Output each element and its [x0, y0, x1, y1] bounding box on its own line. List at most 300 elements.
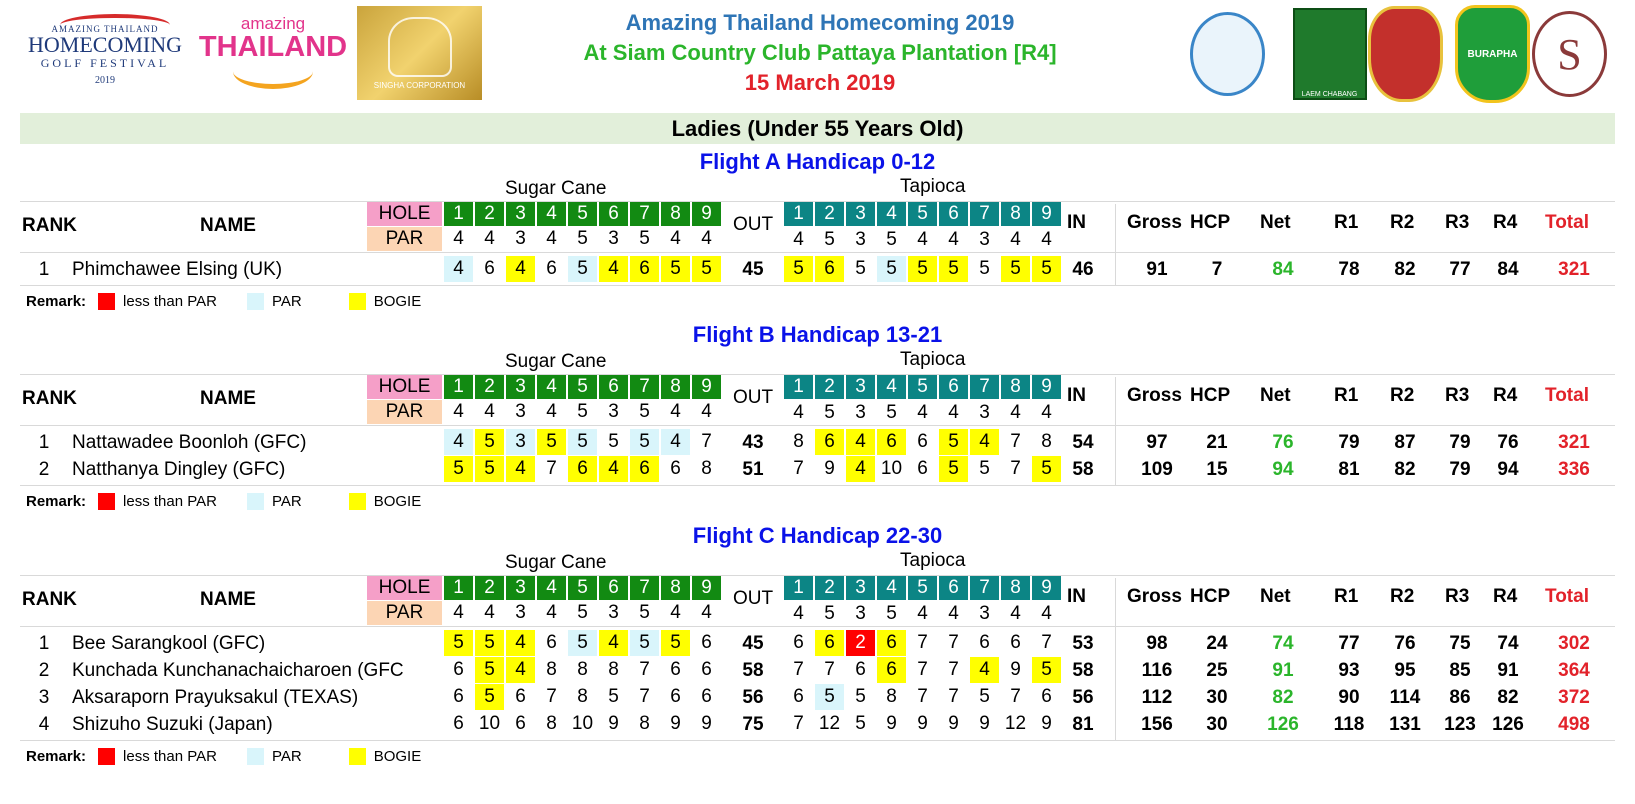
par-value-out: 4 [546, 228, 557, 249]
course-name-out: Sugar Cane [505, 351, 607, 372]
par-value-in: 4 [1010, 402, 1021, 423]
round3-score: 79 [1449, 459, 1471, 480]
par-value-out: 3 [515, 228, 526, 249]
hole-number-in: 4 [877, 202, 906, 226]
hole-score-out: 5 [475, 429, 504, 455]
hole-score-in: 7 [824, 659, 835, 680]
siam-country-club-logo: S [1532, 8, 1607, 100]
hole-number-out: 8 [661, 202, 690, 226]
hole-score-in: 9 [948, 713, 959, 734]
player-name: Aksaraporn Prayuksakul (TEXAS) [72, 687, 359, 708]
hole-score-in: 5 [908, 256, 937, 282]
hole-score-out: 5 [475, 684, 504, 710]
hole-number-in: 4 [877, 375, 906, 399]
r4-header: R4 [1493, 385, 1518, 406]
handicap: 30 [1206, 714, 1228, 735]
par-value-out: 4 [546, 602, 557, 623]
r4-header: R4 [1493, 586, 1518, 607]
hole-score-out: 4 [661, 429, 690, 455]
par-value-out: 5 [639, 401, 650, 422]
round4-score: 94 [1497, 459, 1519, 480]
round1-score: 93 [1338, 660, 1360, 681]
par-value-in: 4 [948, 603, 959, 624]
player-rank: 3 [38, 687, 50, 708]
player-name: Natthanya Dingley (GFC) [72, 459, 286, 480]
hole-number-out: 5 [568, 576, 597, 600]
handicap: 15 [1206, 459, 1228, 480]
flight-title: Flight C Handicap 22-30 [692, 523, 943, 548]
par-value-in: 4 [917, 402, 928, 423]
handicap: 30 [1206, 687, 1228, 708]
par-value-in: 4 [917, 229, 928, 250]
hole-number-out: 3 [506, 576, 535, 600]
legend-under-par-text: less than PAR [123, 748, 217, 765]
hole-score-in: 12 [1004, 713, 1027, 734]
hole-number-out: 5 [568, 375, 597, 399]
rank-header: RANK [22, 589, 77, 610]
round2-score: 82 [1394, 459, 1416, 480]
hole-score-in: 7 [1010, 431, 1021, 452]
par-value-in: 3 [855, 402, 866, 423]
divider [20, 740, 1615, 741]
hcp-header: HCP [1190, 385, 1231, 406]
name-header: NAME [200, 215, 256, 236]
gross-header: Gross [1127, 212, 1182, 233]
hole-score-out: 4 [444, 429, 473, 455]
hole-score-out: 6 [453, 659, 464, 680]
total-header: Total [1545, 586, 1589, 607]
round1-score: 77 [1338, 633, 1360, 654]
hole-number-out: 8 [661, 375, 690, 399]
legend-swatch-par [247, 493, 264, 510]
hole-score-in: 7 [1041, 632, 1052, 653]
round3-score: 79 [1449, 432, 1471, 453]
hole-score-in: 7 [793, 713, 804, 734]
hole-score-in: 4 [970, 429, 999, 455]
par-value-in: 3 [979, 402, 990, 423]
r2-header: R2 [1390, 586, 1415, 607]
hole-score-out: 5 [568, 256, 597, 282]
course-name-out: Sugar Cane [505, 178, 607, 199]
par-value-in: 4 [948, 402, 959, 423]
round1-score: 118 [1333, 714, 1365, 735]
player-name: Phimchawee Elsing (UK) [72, 259, 283, 280]
gross-score: 91 [1146, 259, 1168, 280]
total-score: 336 [1558, 459, 1590, 480]
hole-score-in: 5 [1032, 256, 1061, 282]
hole-number-in: 2 [815, 202, 844, 226]
hole-number-out: 5 [568, 202, 597, 226]
hole-number-out: 3 [506, 202, 535, 226]
course-name-in: Tapioca [900, 550, 966, 571]
round2-score: 131 [1389, 714, 1421, 735]
hole-number-out: 1 [444, 202, 473, 226]
hole-number-out: 7 [630, 202, 659, 226]
par-value-in: 4 [1010, 229, 1021, 250]
hole-score-out: 6 [630, 256, 659, 282]
hole-number-out: 9 [692, 576, 721, 600]
par-value-in: 4 [793, 229, 804, 250]
legend-swatch-par [247, 293, 264, 310]
in-header: IN [1067, 586, 1086, 607]
hole-score-out: 7 [639, 659, 650, 680]
r1-header: R1 [1334, 385, 1359, 406]
title-date: 15 March 2019 [744, 70, 896, 95]
r2-header: R2 [1390, 385, 1415, 406]
par-value-in: 4 [793, 402, 804, 423]
hole-score-out: 8 [546, 659, 557, 680]
par-value-out: 4 [546, 401, 557, 422]
r2-header: R2 [1390, 212, 1415, 233]
par-value-in: 4 [1010, 603, 1021, 624]
hole-score-in: 9 [1041, 713, 1052, 734]
round1-score: 90 [1338, 687, 1360, 708]
hole-score-out: 5 [568, 630, 597, 656]
hole-number-in: 5 [908, 202, 937, 226]
hole-score-in: 5 [939, 256, 968, 282]
par-value-in: 5 [886, 229, 897, 250]
hole-score-in: 7 [948, 686, 959, 707]
hole-score-in: 6 [877, 630, 906, 656]
hole-score-out: 4 [506, 630, 535, 656]
gross-score: 109 [1141, 459, 1173, 480]
hole-number-in: 6 [939, 576, 968, 600]
par-value-out: 4 [701, 401, 712, 422]
legend-swatch-bogie [349, 493, 366, 510]
round3-score: 85 [1449, 660, 1471, 681]
hole-score-in: 9 [886, 713, 897, 734]
par-value-out: 5 [639, 602, 650, 623]
legend-par-text: PAR [271, 493, 302, 510]
legend-under-par-text: less than PAR [123, 293, 217, 310]
hole-score-in: 9 [824, 458, 835, 479]
handicap: 25 [1206, 660, 1228, 681]
hole-number-out: 2 [475, 375, 504, 399]
homecoming-golf-logo: AMAZING THAILAND HOMECOMING GOLF FESTIVAL 2019 [20, 10, 190, 100]
round3-score: 77 [1449, 259, 1471, 280]
hole-number-in: 7 [970, 576, 999, 600]
net-score: 94 [1272, 459, 1294, 480]
par-value-in: 4 [1041, 603, 1052, 624]
hole-score-out: 8 [639, 713, 650, 734]
hole-score-out: 4 [444, 256, 473, 282]
st-andrews-logo [1368, 8, 1443, 100]
legend-under-par-text: less than PAR [123, 493, 217, 510]
remark-label: Remark: [26, 493, 87, 510]
hole-score-in: 7 [1010, 458, 1021, 479]
player-name: Nattawadee Boonloh (GFC) [72, 432, 307, 453]
hole-number-in: 6 [939, 375, 968, 399]
out-total: 43 [742, 432, 764, 453]
course-name-out: Sugar Cane [505, 552, 607, 573]
hole-number-in: 2 [815, 576, 844, 600]
gross-score: 116 [1141, 660, 1173, 681]
handicap: 24 [1206, 633, 1228, 654]
hole-score-out: 7 [639, 686, 650, 707]
out-header: OUT [733, 387, 774, 408]
par-label: PAR [367, 400, 442, 424]
legend-swatch-bogie [349, 293, 366, 310]
player-name: Shizuho Suzuki (Japan) [72, 714, 273, 735]
hcp-header: HCP [1190, 212, 1231, 233]
par-value-out: 4 [670, 602, 681, 623]
handicap: 7 [1211, 259, 1223, 280]
round3-score: 75 [1449, 633, 1471, 654]
hole-score-in: 7 [917, 686, 928, 707]
rank-header: RANK [22, 215, 77, 236]
hole-score-out: 5 [630, 630, 659, 656]
net-score: 76 [1272, 432, 1294, 453]
hole-number-in: 2 [815, 375, 844, 399]
player-rank: 4 [38, 714, 50, 735]
hole-score-in: 6 [815, 256, 844, 282]
hole-score-in: 5 [1032, 456, 1061, 482]
out-total: 51 [742, 459, 764, 480]
hole-score-in: 5 [855, 258, 866, 279]
round4-score: 76 [1497, 432, 1519, 453]
net-score: 74 [1272, 633, 1294, 654]
hole-number-out: 1 [444, 375, 473, 399]
hole-number-in: 1 [784, 202, 813, 226]
hole-number-out: 3 [506, 375, 535, 399]
round3-score: 86 [1449, 687, 1471, 708]
par-value-in: 4 [948, 229, 959, 250]
total-score: 498 [1558, 714, 1590, 735]
remark-legend [26, 748, 451, 765]
flight-section [0, 522, 1635, 770]
par-value-in: 5 [886, 402, 897, 423]
in-total: 56 [1072, 687, 1094, 708]
par-value-out: 4 [453, 228, 464, 249]
round3-score: 123 [1444, 714, 1476, 735]
hole-score-in: 5 [815, 684, 844, 710]
hole-number-in: 3 [846, 576, 875, 600]
r3-header: R3 [1445, 385, 1470, 406]
total-header: Total [1545, 385, 1589, 406]
player-rank: 1 [38, 633, 50, 654]
round1-score: 81 [1338, 459, 1360, 480]
hole-score-in: 6 [917, 458, 928, 479]
hole-score-in: 9 [1010, 659, 1021, 680]
hole-score-out: 8 [577, 686, 588, 707]
in-total: 46 [1072, 259, 1094, 280]
hole-score-out: 6 [515, 713, 526, 734]
net-score: 126 [1267, 714, 1299, 735]
hole-score-out: 6 [670, 458, 681, 479]
flight-section [0, 148, 1635, 315]
total-score: 321 [1558, 259, 1590, 280]
column-separator [1115, 578, 1116, 740]
hole-number-in: 3 [846, 375, 875, 399]
par-value-out: 5 [577, 401, 588, 422]
hole-score-out: 6 [484, 258, 495, 279]
hole-score-out: 6 [701, 659, 712, 680]
in-header: IN [1067, 385, 1086, 406]
hole-score-out: 9 [701, 713, 712, 734]
hole-score-out: 6 [670, 659, 681, 680]
hole-score-in: 5 [855, 713, 866, 734]
hole-score-in: 8 [1041, 431, 1052, 452]
hole-score-in: 10 [880, 458, 903, 479]
hole-number-in: 5 [908, 576, 937, 600]
legend-swatch-under-par [98, 293, 115, 310]
hole-number-in: 9 [1032, 576, 1061, 600]
legend-par-text: PAR [271, 293, 302, 310]
hole-score-out: 10 [571, 713, 594, 734]
hole-score-out: 3 [506, 429, 535, 455]
hole-score-out: 5 [568, 429, 597, 455]
par-value-out: 3 [515, 401, 526, 422]
remark-legend [26, 493, 451, 510]
hole-score-in: 5 [1032, 657, 1061, 683]
round4-score: 84 [1497, 259, 1519, 280]
total-score: 372 [1558, 687, 1590, 708]
hole-score-in: 6 [1010, 632, 1021, 653]
rank-header: RANK [22, 388, 77, 409]
hcp-header: HCP [1190, 586, 1231, 607]
hole-score-in: 4 [846, 456, 875, 482]
legend-bogie-text: BOGIE [373, 493, 422, 510]
par-label: PAR [367, 227, 442, 251]
divider [20, 252, 1615, 253]
gross-score: 97 [1146, 432, 1168, 453]
hole-score-in: 6 [793, 632, 804, 653]
hole-score-in: 12 [818, 713, 841, 734]
net-header: Net [1260, 385, 1291, 406]
hole-number-in: 6 [939, 202, 968, 226]
hole-number-out: 6 [599, 202, 628, 226]
hole-score-in: 5 [877, 256, 906, 282]
round2-score: 95 [1394, 660, 1416, 681]
player-name: Bee Sarangkool (GFC) [72, 633, 266, 654]
hole-score-out: 5 [444, 456, 473, 482]
legend-par-text: PAR [271, 748, 302, 765]
hole-number-in: 1 [784, 375, 813, 399]
hole-score-in: 6 [815, 429, 844, 455]
total-score: 364 [1558, 660, 1590, 681]
name-header: NAME [200, 388, 256, 409]
hole-label: HOLE [367, 202, 442, 226]
round1-score: 79 [1338, 432, 1360, 453]
legend-swatch-under-par [98, 748, 115, 765]
hole-score-out: 6 [701, 632, 712, 653]
hole-score-out: 6 [670, 686, 681, 707]
hole-score-out: 9 [670, 713, 681, 734]
hole-score-in: 6 [855, 659, 866, 680]
hole-number-out: 8 [661, 576, 690, 600]
hole-score-in: 5 [784, 256, 813, 282]
gross-score: 98 [1146, 633, 1168, 654]
round1-score: 78 [1338, 259, 1360, 280]
hole-score-out: 5 [475, 630, 504, 656]
hole-number-out: 4 [537, 375, 566, 399]
hole-score-in: 7 [948, 659, 959, 680]
hole-score-in: 5 [979, 458, 990, 479]
hole-score-in: 6 [877, 657, 906, 683]
divider [20, 425, 1615, 426]
player-name: Kunchada Kunchanachaicharoen (GFC [72, 660, 404, 681]
page-header [0, 0, 1635, 110]
par-value-in: 3 [979, 229, 990, 250]
burapha-logo: BURAPHA [1455, 8, 1530, 100]
par-value-in: 4 [1041, 402, 1052, 423]
hole-score-out: 5 [608, 686, 619, 707]
hole-score-out: 5 [661, 630, 690, 656]
in-total: 58 [1072, 459, 1094, 480]
r3-header: R3 [1445, 586, 1470, 607]
net-score: 91 [1272, 660, 1294, 681]
par-value-out: 4 [484, 228, 495, 249]
hole-score-out: 5 [444, 630, 473, 656]
hole-score-out: 8 [577, 659, 588, 680]
flight-section [0, 321, 1635, 515]
out-total: 45 [742, 259, 764, 280]
hole-score-out: 8 [546, 713, 557, 734]
title-line2: At Siam Country Club Pattaya Plantation [R4] [583, 40, 1057, 65]
par-value-in: 3 [979, 603, 990, 624]
hole-number-in: 8 [1001, 375, 1030, 399]
hole-score-out: 4 [506, 456, 535, 482]
flight-title: Flight B Handicap 13-21 [692, 322, 943, 347]
hole-score-in: 5 [1001, 256, 1030, 282]
par-value-in: 5 [824, 603, 835, 624]
hole-number-out: 9 [692, 375, 721, 399]
hole-number-out: 7 [630, 375, 659, 399]
in-total: 53 [1072, 633, 1094, 654]
hole-score-out: 10 [478, 713, 501, 734]
out-total: 56 [742, 687, 764, 708]
in-total: 54 [1072, 432, 1094, 453]
course-name-in: Tapioca [900, 349, 966, 370]
in-total: 81 [1072, 714, 1094, 735]
name-header: NAME [200, 589, 256, 610]
hole-number-out: 6 [599, 576, 628, 600]
hole-score-in: 5 [939, 429, 968, 455]
hole-score-in: 6 [917, 431, 928, 452]
par-value-in: 4 [793, 603, 804, 624]
hole-score-out: 6 [701, 686, 712, 707]
hole-score-in: 6 [793, 686, 804, 707]
par-value-out: 4 [484, 602, 495, 623]
hole-number-in: 9 [1032, 375, 1061, 399]
out-total: 45 [742, 633, 764, 654]
net-score: 82 [1272, 687, 1294, 708]
divider [20, 285, 1615, 286]
hole-score-out: 7 [546, 686, 557, 707]
hole-score-in: 5 [979, 258, 990, 279]
hole-score-in: 6 [815, 630, 844, 656]
hole-score-in: 9 [917, 713, 928, 734]
out-header: OUT [733, 588, 774, 609]
round2-score: 114 [1389, 687, 1421, 708]
event-title [520, 8, 1120, 98]
par-value-out: 4 [701, 602, 712, 623]
handicap: 21 [1206, 432, 1228, 453]
round2-score: 87 [1394, 432, 1416, 453]
hole-score-out: 6 [453, 713, 464, 734]
hole-score-in: 6 [1041, 686, 1052, 707]
hole-number-out: 6 [599, 375, 628, 399]
hole-score-out: 5 [475, 657, 504, 683]
hole-label: HOLE [367, 576, 442, 600]
hole-score-out: 8 [701, 458, 712, 479]
hole-score-out: 6 [568, 456, 597, 482]
par-value-out: 4 [453, 602, 464, 623]
total-score: 302 [1558, 633, 1590, 654]
out-header: OUT [733, 214, 774, 235]
divider [20, 626, 1615, 627]
par-value-out: 5 [577, 228, 588, 249]
